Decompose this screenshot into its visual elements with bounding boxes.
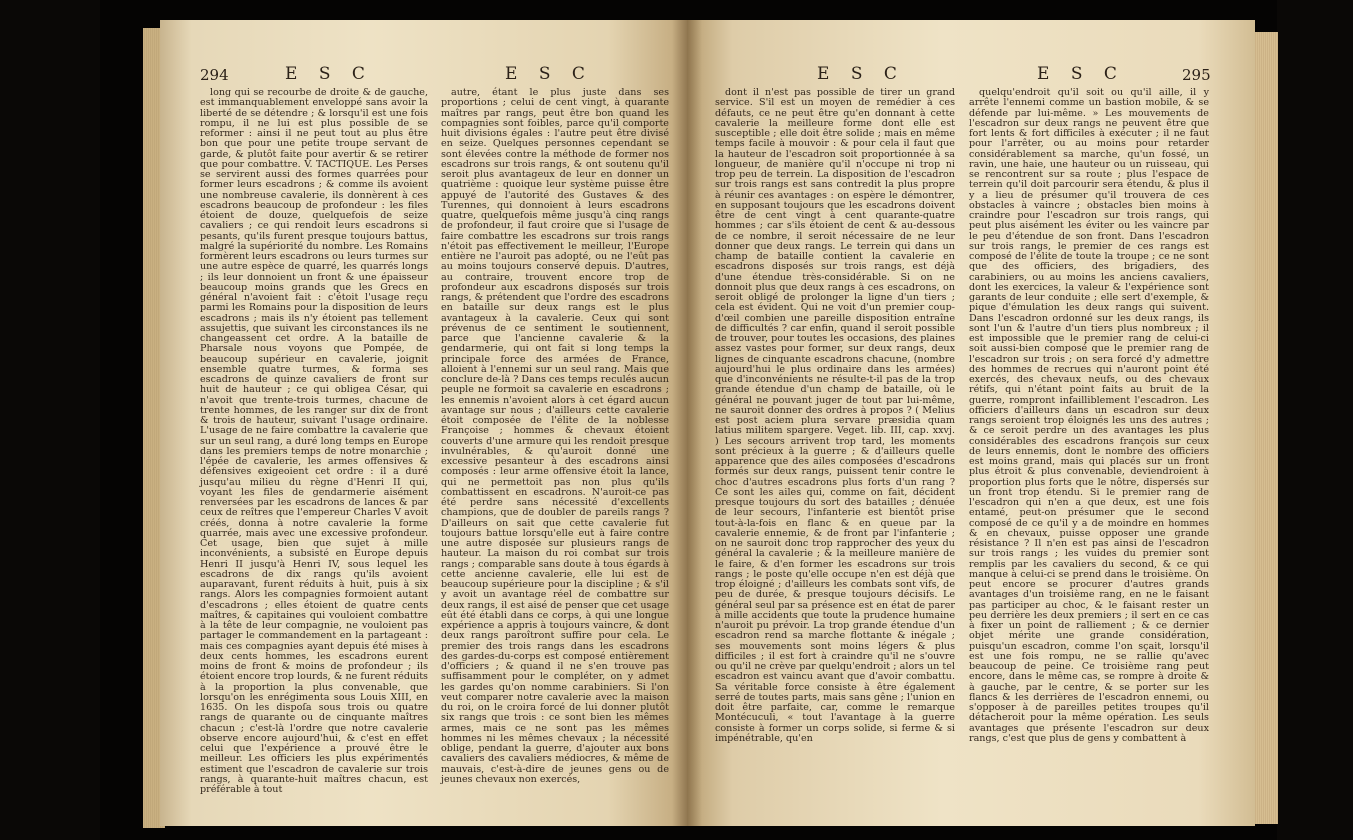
page-number: 295 (1182, 66, 1211, 84)
book-gutter (672, 20, 702, 826)
running-head: E S C (285, 64, 373, 84)
book-cover-right (1277, 0, 1353, 840)
page-number: 294 (200, 66, 229, 84)
text-column-1 (200, 87, 428, 795)
body-text: long qui se recourbe de droite & de gauche, est immanquablement enveloppé sans avoir la liberté de se détendre ; & lorsqu'il est une fois rompu, il ne lui est plus possible de se reformer : ainsi il ne peut tout au plus être bon que pour une petite troupe servant de garde, & plutôt faite pour avertir & se retirer que pour combattre. V. TACTIQUE. Les Perses se servirent aussi des formes quarrées pour former leurs escadrons ; & comme ils avoient une nombreuse cavalerie, ils donnèrent à ces escadrons beaucoup de profondeur : les files étoient de douze, quelquefois de seize cavaliers ; ce qui rendoit leurs escadrons si pesants, qu'ils furent presque toujours battus, malgré la supériorité du nombre. Les Romains formèrent leurs escadrons ou leurs turmes sur une autre espèce de quarré, les quarrés longs ; ils leur donnoient un front & une épaisseur beaucoup moins grands que les Grecs en général n'avoient fait : c'étoit l'usage reçu parmi les Romains pour la disposition de leurs escadrons ; mais ils n'y étoient pas tellement assujettis, que suivant les circonstances ils ne changeassent cet ordre. A la bataille de Pharsale nous voyons que Pompée, de beaucoup supérieur en cavalerie, joignit ensemble quatre turmes, & forma ses escadrons de quinze cavaliers de front sur huit de hauteur ; ce qui obligea César, qui n'avoit que trente-trois turmes, chacune de trente hommes, de les ranger sur dix de front & trois de hauteur, suivant l'usage ordinaire. L'usage de ne faire combattre la cavalerie que sur un seul rang, a duré long temps en Europe dans les premiers temps de notre monarchie ; l'épée de cavalerie, les armes offensives & défensives exigeoient cet ordre : il a duré jusqu'au milieu du règne d'Henri II qui, voyant les files de gendarmerie aisément renversées par les escadrons de lances & par ceux de reîtres que l'empereur Charles V avoit créés, donna à notre cavalerie la forme quarrée, mais avec une excessive profondeur. Cet usage, bien que sujet à mille inconvénients, a subsisté en Europe depuis Henri II jusqu'à Henri IV, sous lequel les escadrons de dix rangs qu'ils avoient auparavant, furent réduits à huit, puis à six rangs. Alors les compagnies formoient autant d'escadrons ; elles étoient de quatre cents maîtres, & capitaines qui vouloient combattre à la tête de leur compagnie, ne vouloient pas partager le commandement en la partageant : mais ces compagnies ayant depuis été mises à deux cents hommes, les escadrons eurent moins de front & moins de profondeur ; ils étoient encore trop lourds, & ne furent réduits à la proportion la plus convenable, que lorsqu'on les enrégimenta sous Louis XIII, en 1635. On les dispoſa sous trois ou quatre rangs de quarante ou de cinquante maîtres chacun ; c'est-là l'ordre que notre cavalerie observe encore aujourd'hui, & c'est en effet celui que l'expérience a prouvé être le meilleur. Les officiers les plus expérimentés estiment que l'escadron de cavalerie sur trois rangs, à quarante-huit maîtres chacun, est préférable à tout (200, 87, 428, 795)
body-text: dont il n'est pas possible de tirer un grand service. S'il est un moyen de remédier à ces défauts, ce ne peut être qu'en donnant à cette cavalerie la meilleure forme dont elle est susceptible ; elle doit être solide ; mais en même temps facile à mouvoir : & pour cela il faut que la hauteur de l'escadron soit proportionnée à sa longueur, de manière qu'il n'occupe ni trop ni trop peu de terrein. La disposition de l'escadron sur trois rangs est sans contredit la plus propre à réunir ces avantages : on espère le démontrer, en supposant toujours que les escadrons doivent être de cent vingt à cent quarante-quatre hommes ; car s'ils étoient de cent & au-dessous de ce nombre, il seroit nécessaire de ne leur donner que deux rangs. Le terrein qui dans un champ de bataille contient la cavalerie en escadrons disposés sur trois rangs, est déjà d'une étendue très-considérable. Si on ne donnoit plus que deux rangs à ces escadrons, on seroit obligé de prolonger la ligne d'un tiers ; cela est évident. Qui ne voit d'un premier coup-d'œil combien une pareille disposition entraîne de difficultés ? car enfin, quand il seroit possible de trouver, pour toutes les occasions, des plaines assez vastes pour former, sur deux rangs, deux lignes de cinquante escadrons chacune, (nombre aujourd'hui le plus ordinaire dans les armées) que d'inconvénients ne résulte-t-il pas de la trop grande étendue d'un champ de bataille, où le général ne pouvant juger de tout par lui-même, ne sauroit donner des ordres à propos ? ( Melius est post aciem plura servare præsidia quam latius militem spargere. Veget. lib. III, cap. xxvj. ) Les secours arrivent trop tard, les moments sont précieux à la guerre ; & d'ailleurs quelle apparence que des ailes composées d'escadrons formés sur deux rangs, puissent tenir contre le choc d'autres escadrons plus forts d'un rang ? Ce sont les ailes qui, comme on fait, décident presque toujours du sort des batailles ; dénuée de leur secours, l'infanterie est bientôt prise tout-à-la-fois en flanc & en queue par la cavalerie ennemie, & de front par l'infanterie ; on ne sauroit donc trop rapprocher des yeux du général la cavalerie ; & la meilleure manière de le faire, & d'en former les escadrons sur trois rangs ; le poste qu'elle occupe n'en est déjà que trop éloigné ; d'ailleurs les combats sont vifs, de peu de durée, & presque toujours décisifs. Le général seul par sa présence est en état de parer à mille accidents que toute la prudence humaine n'auroit pu prévoir. La trop grande étendue d'un escadron rend sa marche flottante & inégale ; ses mouvements sont moins légers & plus difficiles ; il est fort à craindre qu'il ne s'ouvre ou qu'il ne crève par quelqu'endroit ; alors un tel escadron est vaincu avant que d'avoir combattu. Sa véritable force consiste à être également serré de toutes parts, mais sans gêne ; l'union en doit être parfaite, car, comme le remarque Montécuculi, « tout l'avantage à la guerre consiste à former un corps solide, si ferme & si impénétrable, qu'en (715, 87, 955, 744)
book-cover-left (0, 0, 100, 840)
left-page (160, 20, 687, 826)
running-head: E S C (1037, 64, 1125, 84)
running-head: E S C (505, 64, 593, 84)
body-text: autre, étant le plus juste dans ses proportions ; celui de cent vingt, à quarante maîtres par rangs, peut être bon quand les compagnies sont foibles, parce qu'il comporte huit divisions égales : l'autre peut être divisé en seize. Quelques personnes cependant se sont élevées contre la méthode de former nos escadrons sur trois rangs, & ont soutenu qu'il seroit plus avantageux de leur en donner un quatrième : quoique leur système puisse être appuyé de l'autorité des Gustaves & des Turennes, qui donnoient à leurs escadrons quatre, quelquefois même jusqu'à cinq rangs de profondeur, il faut croire que si l'usage de faire combattre les escadrons sur trois rangs n'étoit pas effectivement le meilleur, l'Europe entière ne l'auroit pas adopté, ou ne l'eût pas au moins toujours conservé depuis. D'autres, au contraire, trouvent encore trop de profondeur aux escadrons disposés sur trois rangs, & prétendent que l'ordre des escadrons en bataille sur deux rangs est le plus avantageux à la cavalerie. Ceux qui sont prévenus de ce sentiment le soutiennent, parce que l'ancienne cavalerie & la gendarmerie, qui ont fait si long temps la principale force des armées de France, alloient à l'ennemi sur un seul rang. Mais que conclure de-là ? Dans ces temps reculés aucun peuple ne formoit sa cavalerie en escadrons ; les ennemis n'avoient alors à cet égard aucun avantage sur nous ; d'ailleurs cette cavalerie étoit composée de l'élite de la noblesse Françoise ; hommes & chevaux étoient couverts d'une armure qui les rendoit presque invulnérables, & qu'auroit donné une excessive pesanteur à des escadrons ainsi composés : leur arme offensive étoit la lance, qui ne permettoit pas non plus qu'ils combattissent en escadrons. N'auroit-ce pas été perdre sans nécessité d'excellents champions, que de doubler de pareils rangs ? D'ailleurs on sait que cette cavalerie fut toujours battue lorsqu'elle eut à faire contre une autre disposée sur plusieurs rangs de hauteur. La maison du roi combat sur trois rangs ; comparable sans doute à tous égards à cette ancienne cavalerie, elle lui est de beaucoup supérieure pour la discipline ; & s'il y avoit un avantage réel de combattre sur deux rangs, il est aisé de penser que cet usage eût été établi dans ce corps, à qui une longue expérience a appris à toujours vaincre, & dont deux rangs paroîtront suffire pour cela. Le premier des trois rangs dans les escadrons des gardes-du-corps est composé entièrement d'officiers ; & quand il ne s'en trouve pas suffisamment pour le compléter, on y admet les gardes qu'on nomme carabiniers. Si l'on veut comparer notre cavalerie avec la maison du roi, on le croira forcé de lui donner plutôt six rangs que trois : ce sont bien les mêmes armes, mais ce ne sont pas les mêmes hommes ni les mêmes chevaux ; la nécessité oblige, pendant la guerre, d'ajouter aux bons cavaliers des cavaliers médiocres, & même de mauvais, c'est-à-dire de jeunes gens ou de jeunes chevaux non exercés, (441, 87, 669, 785)
right-page (687, 20, 1255, 826)
body-text: quelqu'endroit qu'il soit ou qu'il aille, il y arrête l'ennemi comme un bastion mobile, & se défende par lui-même. » Les mouvements de l'escadron sur deux rangs ne peuvent être que fort lents & fort difficiles à exécuter ; il ne faut pour l'arrêter, ou au moins pour retarder considérablement sa marche, qu'un fossé, un ravin, une haie, une hauteur ou un ruisseau, qui se rencontrent sur sa route ; plus l'espace de terrein qu'il doit parcourir sera étendu, & plus il y a lieu de présumer qu'il trouvera de ces obstacles à vaincre ; obstacles bien moins à craindre pour l'escadron sur trois rangs, qui peut plus aisément les éviter ou les vaincre par le peu d'étendue de son front. Dans l'escadron sur trois rangs, le premier de ces rangs est composé de l'élite de toute la troupe ; ce ne sont que des officiers, des brigadiers, des carabiniers, ou au moins les anciens cavaliers, dont les exercices, la valeur & l'expérience sont garants de leur conduite ; elle sert d'exemple, & pique d'émulation les deux rangs qui suivent. Dans l'escadron ordonné sur les deux rangs, ils sont l'un & l'autre d'un tiers plus nombreux ; il est impossible que le premier rang de celui-ci soit aussi-bien composé que le premier rang de l'escadron sur trois ; on sera forcé d'y admettre des hommes de recrues qui n'auront point été exercés, des chevaux neufs, ou des chevaux rétifs, qui n'étant point faits au bruit de la guerre, rompront infailliblement l'escadron. Les officiers d'ailleurs dans un escadron sur deux rangs seroient trop éloignés les uns des autres ; & ce seroit perdre un des avantages les plus considérables des escadrons françois sur ceux de leurs ennemis, dont le nombre des officiers est moins grand, mais qui placés sur un front plus étroit & plus convenable, deviendroient à proportion plus forts que le nôtre, dispersés sur un front trop étendu. Si le premier rang de l'escadron qui n'en a que deux, est une fois entamé, peut-on présumer que le second composé de ce qu'il y a de moindre en hommes & en chevaux, puisse opposer une grande résistance ? Il n'en est pas ainsi de l'escadron sur trois rangs ; les vuides du premier sont remplis par les cavaliers du second, & ce qui manque à celui-ci se prend dans le troisième. On peut encore se procurer d'autres grands avantages d'un troisième rang, en ne le faisant pas participer au choc, & le faisant rester un peu derrière les deux premiers ; il sert en ce cas à fixer un point de ralliement ; & ce dernier objet mérite une grande considération, puisqu'un escadron, comme l'on sçait, lorsqu'il est une fois rompu, ne se rallie qu'avec beaucoup de peine. Ce troisième rang peut encore, dans le même cas, se rompre à droite & à gauche, par le centre, & se porter sur les flancs & les derrières de l'escadron ennemi, ou s'opposer à de pareilles petites troupes qu'il détacheroit pour la même opération. Les seuls avantages que présente l'escadron sur deux rangs, c'est que plus de gens y combattent à (969, 87, 1209, 744)
text-column-2 (441, 88, 669, 788)
text-column-2 (969, 88, 1209, 788)
text-column-1 (715, 88, 955, 788)
running-head: E S C (817, 64, 905, 84)
